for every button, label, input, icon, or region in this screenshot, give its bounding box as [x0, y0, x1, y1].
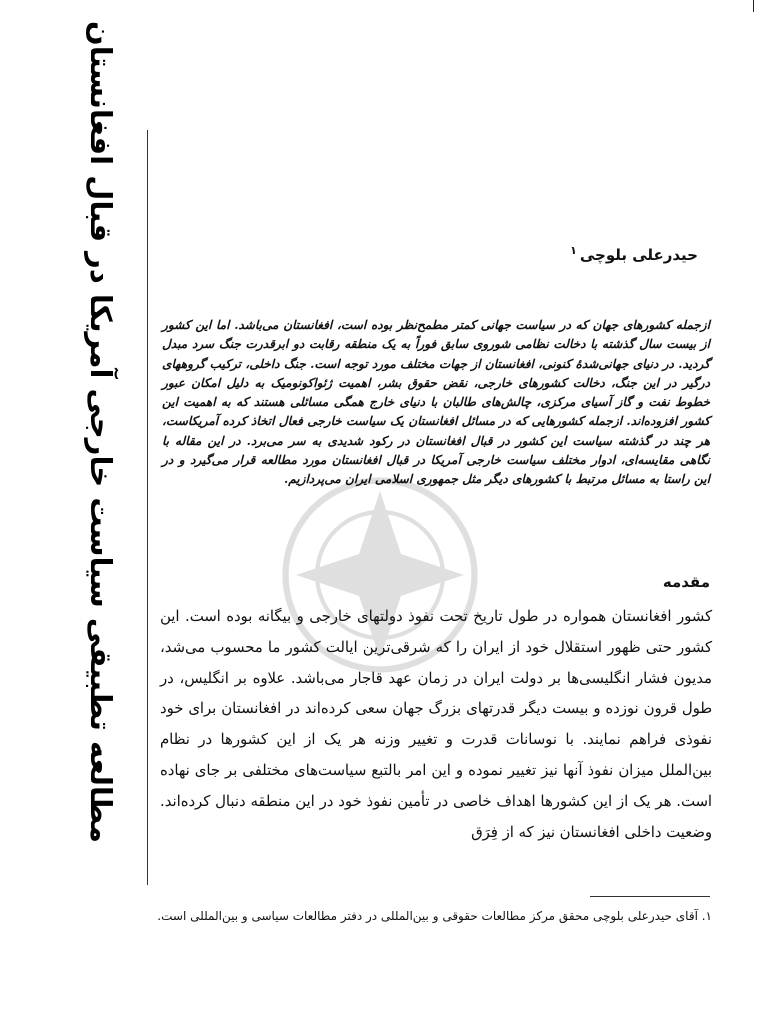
side-title-text: مطالعه تطبیقی سیاست خارجی آمریکا در قبال افغانستان — [84, 21, 118, 843]
section-heading: مقدمه — [662, 573, 710, 591]
author-line — [570, 244, 698, 264]
page-corner-mark — [753, 0, 754, 12]
side-title — [72, 21, 130, 843]
footnote-rule — [590, 896, 710, 897]
body-paragraph: کشور افغانستان همواره در طول تاریخ تحت نفوذ دولتهای خارجی و بیگانه بوده است. این کشور حتی ظهور استقلال خود از ایران را که شرقی‌ترین ایالت کشور ما محسوب می‌شد، مدیون فشار انگلیسی‌ها بر دولت ایران در زمان عهد قاجار می‌باشد. علاوه بر انگلیس، در طول قرون نوزده و بیست دیگر قدرتهای بزرگ جهان سعی کرده‌اند در افغانستان برای خود نفوذی فراهم نمایند. با نوسانات قدرت و تغییر وزنه هر یک از این کشورها در نظام بین‌الملل میزان نفوذ آنها نیز تغییر نموده و این امر بالتبع سیاست‌های مختلفی بر جای نهاده است. هر یک از این کشورها اهداف خاصی در تأمین نفوذ خود در این منطقه دنبال کرده‌اند. وضعیت داخلی افغانستان نیز که از فِرَق — [160, 608, 712, 841]
abstract: ازجمله کشورهای جهان که در سیاست جهانی کمتر مطمح‌نظر بوده است، افغانستان می‌باشد. اما این کشور از بیست سال گذشته با دخالت نظامی شوروی سابق فوراً به یک منطقه رقابت دو ابرقدرت جنگ سرد مبدل گردید. در دنیای جهانی‌شدهٔ کنونی، افغانستان از جهات مختلف مورد توجه است. جنگ داخلی، ترکیب گروههای درگیر در این جنگ، دخالت کشورهای خارجی، نقض حقوق بشر، اهمیت ژئواکونومیک به دلیل امکان عبور خطوط نفت و گاز آسیای مرکزی، چالش‌های طالبان با دنیای خارج همگی مسائلی هستند که به اهمیت این کشور افزوده‌اند. ازجمله کشورهایی که در مسائل افغانستان یک سیاست خارجی فعال اتخاذ کرده آمریکاست، هر چند در گذشته سیاست این کشور در قبال افغانستان در رکود شدیدی به سر می‌برد. در این مقاله با نگاهی مقایسه‌ای، ادوار مختلف سیاست خارجی آمریکا در قبال افغانستان مورد مطالعه قرار می‌گیرد و در این راستا به مسائل مرتبط با کشورهای دیگر مثل جمهوری اسلامی ایران می‌پردازیم. — [162, 318, 710, 487]
footnote: ۱. آقای حیدرعلی بلوچی محقق مرکز مطالعات حقوقی و بین‌المللی در دفتر مطالعات سیاسی و بین‌المللی است. — [157, 909, 712, 923]
vertical-divider — [147, 130, 148, 885]
author-name: حیدرعلی بلوچی — [579, 246, 698, 264]
author-footnote-ref: ۱ — [570, 244, 577, 257]
